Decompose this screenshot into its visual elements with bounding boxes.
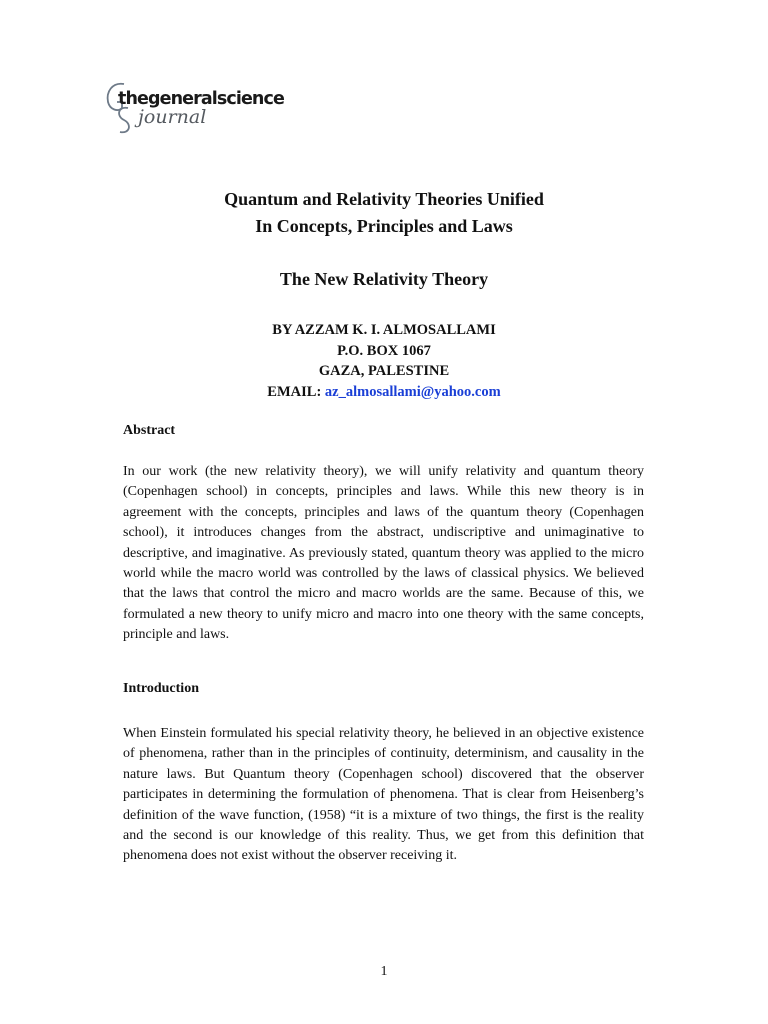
logo-brand-text: thegeneralscience <box>118 89 284 109</box>
author-po-box: P.O. BOX 1067 <box>337 342 431 359</box>
email-link[interactable]: az_almosallami@yahoo.com <box>324 383 501 400</box>
paper-title <box>0 186 768 240</box>
title-line-2: In Concepts, Principles and Laws <box>255 216 513 236</box>
logo-journal-text: journal <box>138 106 207 128</box>
author-location: GAZA, PALESTINE <box>318 363 450 379</box>
journal-logo <box>104 80 304 136</box>
paper-subtitle: The New Relativity Theory <box>279 269 489 289</box>
author-block <box>0 320 768 402</box>
author-email-line <box>0 382 768 403</box>
title-line-1: Quantum and Relativity Theories Unified <box>224 189 544 209</box>
abstract-heading: Abstract <box>123 423 176 438</box>
introduction-text: When Einstein formulated his special relativity theory, he believed in an objective existence of phenomena, rather than in the principles of continuity, determinism, and causality in the nature laws. But Quantum theory (Copenhagen school) discovered that the observer participates in determining the formulation of phenomena. That is clear from Heisenberg’s definition of the wave function, (1958) “it is a mixture of two things, the first is the reality and the second is our knowledge of this reality. Thus, we get from this definition that phenomena does not exist without the observer receiving it. <box>123 726 644 864</box>
email-label: EMAIL: <box>267 383 322 400</box>
page-number: 1 <box>380 964 388 979</box>
author-name: BY AZZAM K. I. ALMOSALLAMI <box>272 322 496 338</box>
introduction-heading: Introduction <box>123 681 199 696</box>
abstract-text: In our work (the new relativity theory), we will unify relativity and quantum theory (Copenhagen school) in concepts, principles and laws. While this new theory is in agreement with the concepts, principles and laws of the quantum theory (Copenhagen school), it introduces changes from the abstract, undiscriptive and unimaginative to descriptive, and imaginative. As previously stated, quantum theory was applied to the micro world while the macro world was controlled by the laws of classical physics. We believed that the laws that control the micro and macro worlds are the same. Because of this, we formulated a new theory to unify micro and macro into one theory with the same concepts, principle and laws. <box>123 464 644 643</box>
